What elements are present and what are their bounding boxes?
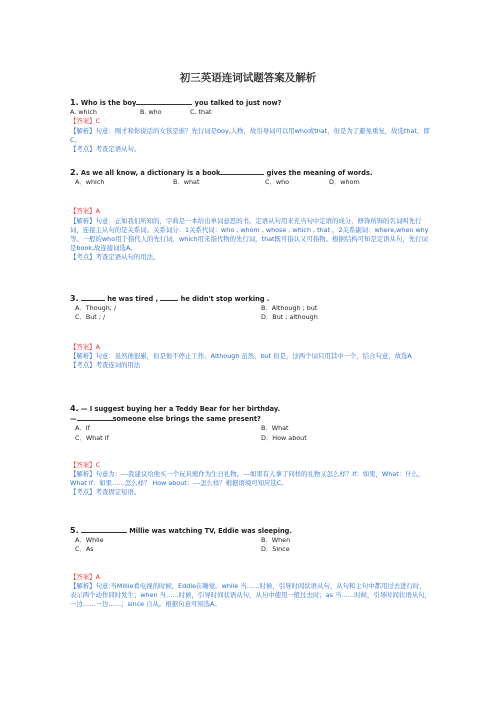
option-d: D．Since [261,545,290,554]
explanation-text: 句意：正如我们所知的，字典是一本给出单词意思的书。定语从句用来充当句中定语的成分，修饰所饰的名词叫先行词，连接主从句的是关系词。关系词分：1关系代词：who , whom , whose , which , that 。2关系副词：where,when why 等。一般的who用于指代人的先行词，which用来指代物的先行词，that既可指认又可指物。根据结构可知是定语从句，先行词是book,故连接词选A。 [70,216,429,253]
question-number: 3. [70,294,79,303]
option-a: A．which [75,178,105,187]
option-a: A．While [75,536,104,545]
option-c: C．As [75,545,94,554]
question-stem-tail: you talked to just now? [192,99,282,107]
answer-tag: 【答案】 [70,342,96,351]
question-4 [70,404,432,498]
answer-tag: 【答案】 [70,207,96,216]
answer-blank-2 [160,294,178,301]
question-number: 1. [70,98,79,107]
option-a: A. which [70,108,97,117]
explanation-tag: 【解析】 [70,581,96,590]
question-stem: As we all know, a dictionary is a book [80,169,221,177]
option-c: C．But ; / [75,313,106,322]
explanation-text: 句意:当Millie看电视的时候，Eddie在睡觉。while 当……时候，引导时间状语从句，从句和主句中都用过去进行时，表示两个动作同时发生；when 当……时候，引导时间状语从句，从句中使用一般过去时；as 当……时候，引导时间状语从句，一边……一边……；since 自从。根据句意可知选A。 [70,581,431,609]
question-stem-tail: gives the meaning of words. [264,169,373,177]
point-text: 考查连词的用法 [95,361,141,370]
point-tag: 【考点】 [70,253,96,262]
answer-tag: 【答案】 [70,460,96,469]
option-b: B．What [261,424,289,433]
explanation-tag: 【解析】 [70,351,96,360]
answer-blank-1 [81,294,105,301]
point-text: 考查定语从句的用法。 [95,253,160,262]
question-stem-tail: someone else brings the same present? [112,415,261,424]
point-tag: 【考点】 [70,145,96,154]
question-5 [70,526,432,609]
option-b: B．When [261,536,291,545]
explanation-tag: 【解析】 [70,126,96,135]
document-title: 初三英语连词试题答案及解析 [179,72,317,84]
option-d: D．But ; although [261,313,318,322]
option-a: A．If [75,424,90,433]
point-tag: 【考点】 [70,488,96,497]
answer-value: A [95,207,100,216]
explanation-tag: 【解析】 [70,470,96,479]
question-number: 5. [70,526,79,535]
point-text: 考查定语从句。 [95,145,141,154]
question-stem-tail: Millie was watching TV, Eddie was sleeping. [126,527,292,535]
question-number: 2. [70,168,79,177]
answer-blank [136,98,192,105]
option-b: B．what [173,178,200,187]
answer-tag: 【答案】 [70,572,96,581]
question-stem: Who is the boy [80,99,137,107]
answer-blank [81,526,127,533]
option-c: C．What if [75,433,109,442]
option-c: C. that [190,108,212,117]
question-3 [70,294,432,370]
point-text: 考查固定短语。 [95,488,141,497]
option-c: C．who [265,178,290,187]
option-a: A．Though; / [75,304,117,313]
option-d: D．How about [261,433,307,442]
answer-value: A [95,342,100,351]
question-stem-dash: — [70,415,77,424]
question-stem-tail: he didn't stop working . [178,295,270,303]
answer-value: C [95,117,101,126]
explanation-tag: 【解析】 [70,216,96,225]
option-b: B．Although ; but [261,304,318,313]
explanation-text: 句意：虽然他很累，但是他不停止工作。Although 虽然，but 但是，这两个词只用其中一个，结合句意，故选A [95,351,412,360]
question-stem: — I suggest buying her a Teddy Bear for her birthday. [80,405,281,413]
answer-blank [77,414,113,421]
point-tag: 【考点】 [70,361,96,370]
explanation-text: 句意为：---我建议给他买一个玩具熊作为生日礼物。---如果有人拿了同样的礼物又怎么样？If：如果，What：什么，What if：如果……怎么样？ How about：---怎么样？根据语境可知应选C。 [70,470,425,488]
question-number: 4. [70,404,79,413]
answer-tag: 【答案】 [70,117,96,126]
question-stem: he was tired , [104,295,159,303]
option-b: B. who [140,108,162,117]
answer-value: C [95,460,101,469]
answer-value: A [95,572,100,581]
question-1 [70,98,432,154]
answer-blank [220,168,264,175]
option-d: D．whom [329,178,360,187]
explanation-text: 句意：刚才和你说话的女孩是谁？先行词是boy,人物，故引导词可以用who或that，但是为了避免重复，故选that，即C。 [70,126,430,144]
question-2 [70,168,432,263]
